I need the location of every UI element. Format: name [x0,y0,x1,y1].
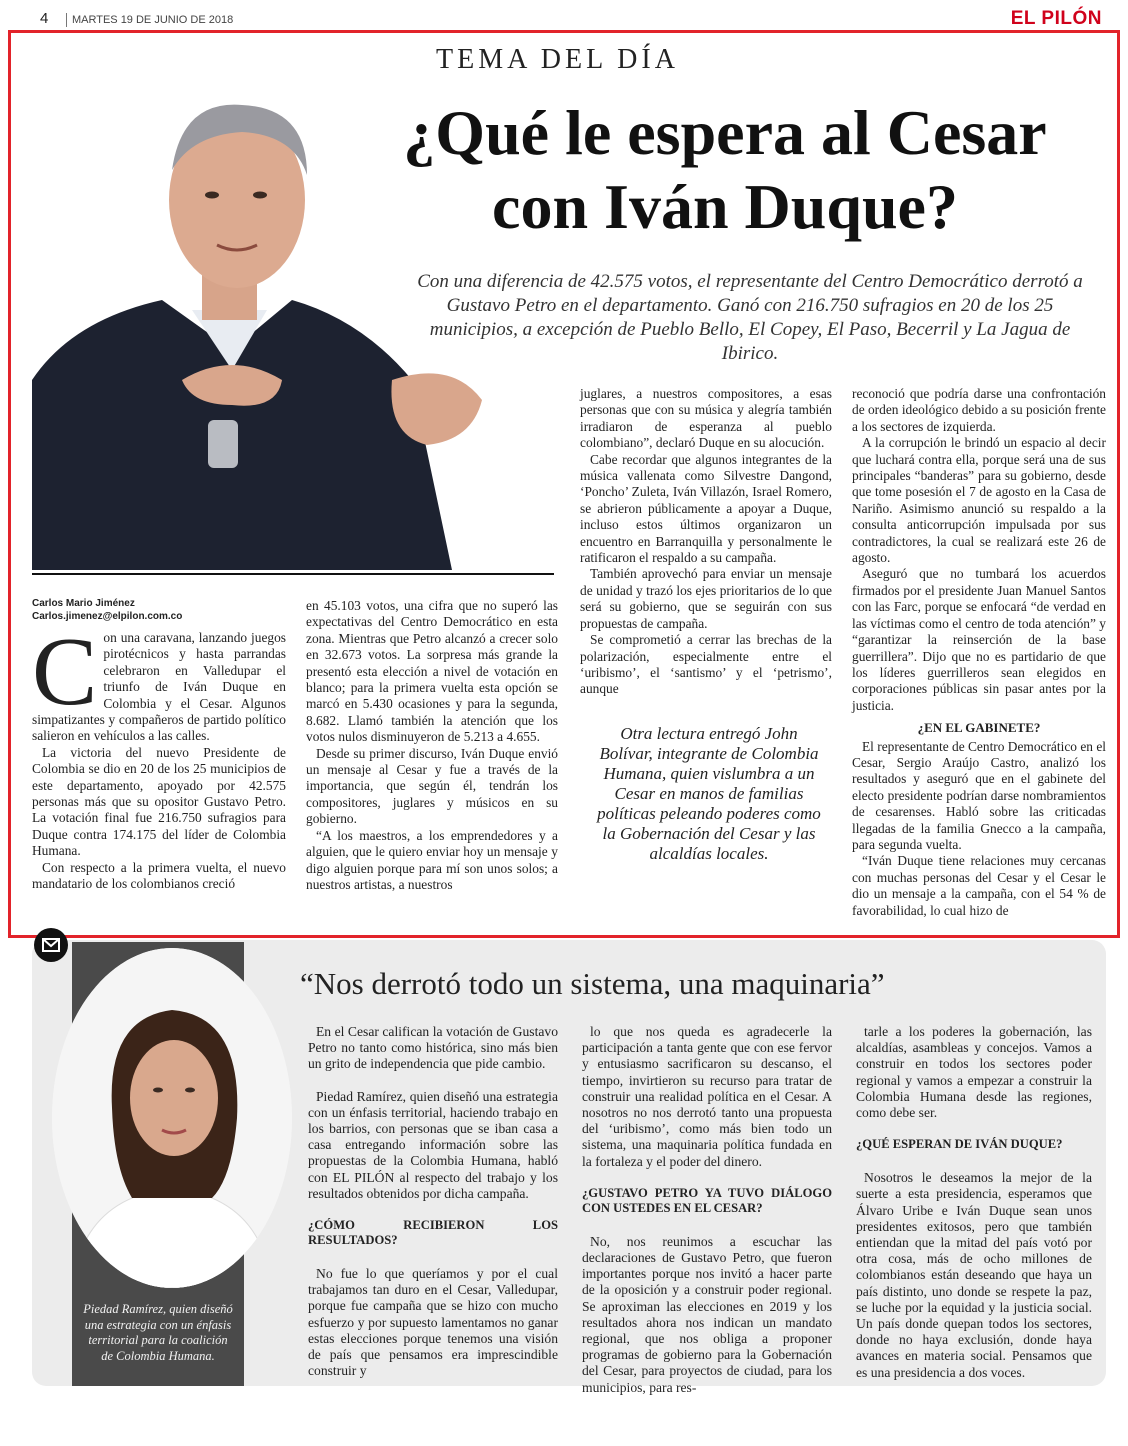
byline-email[interactable]: Carlos.jimenez@elpilon.com.co [32,611,183,622]
mail-icon [34,928,68,962]
paragraph: Piedad Ramírez, quien diseñó una estrategia con un énfasis territorial, haciendo trabajo en los barrios, con personas que se iban casa a casa entregando información sobre las propuestas de la Colombia Humana, habló con EL PILÓN al respecto del trabajo y los resultados obtenidos por dicha campaña. [308,1088,558,1201]
paragraph: en 45.103 votos, una cifra que no superó las expectativas del Centro Democrático en esta zona. Mientras que Petro alcanzó a crecer solo en 32.673 votos. La sorpresa más grande la presentó esta elección a nivel de votación en blanco; para la primera vuelta esta opción se marcó en 5.430 ocasiones y para la segunda, 8.682. Llamó también la atención que los votos nulos disminuyeron de 5.213 a 4.655. [306,598,558,745]
divider [32,573,554,575]
interview-column-3 [856,1024,1092,1381]
paragraph: También aprovechó para enviar un mensaje de unidad y trazó los ejes prioritarios de lo que será su gobierno, que se seguirán con sus propuestas de campaña. [580,566,832,631]
interview-column-1 [308,1024,558,1379]
paragraph: juglares, a nuestros compositores, a esas personas que con su música y alegría también irradiaron de esperanza al pueblo colombiano”, declaró Duque en su alocución. [580,386,832,451]
question-3: ¿QUÉ ESPERAN DE IVÁN DUQUE? [856,1137,1063,1152]
paragraph: lo que nos queda es agradecerle la participación a tanta gente que con ese fervor y entusiasmo sacrificaron su descanso, el tiempo, invirtieron su recurso para tratar de construir una realidad política en el Cesar. A nosotros no nos derrotó tanto una propuesta del ‘uribismo’, como más bien todo un sistema, una maquinaria política fundada en la fortaleza y el poder del dinero. [582,1024,832,1169]
paragraph: Se comprometió a cerrar las brechas de la polarización, especialmente entre el ‘uribismo’, el ‘santismo’ y el ‘petrismo’, aunque [580,632,832,697]
byline-name: Carlos Mario Jiménez [32,598,135,609]
headline-line-2: con Iván Duque? [492,171,958,242]
question-2: ¿GUSTAVO PETRO YA TUVO DIÁLOGO CON USTEDES EN EL CESAR? [582,1185,832,1215]
paragraph: Desde su primer discurso, Iván Duque envió un mensaje al Cesar y fue a través de la importancia, que según él, tendrán los compositores, juglares y músicos en su gobierno. [306,745,558,827]
paragraph: reconoció que podría darse una confrontación de orden ideológico debido a su posición frente a los sectores de izquierda. [852,386,1106,434]
issue-date: MARTES 19 DE JUNIO DE 2018 [66,13,233,27]
paragraph: No, nos reunimos a escuchar las declaraciones de Gustavo Petro, que fueron importantes porque nos invitó a hacer parte de la oposición y a construir poder regional. Se aproximan las elecciones en 2019 y los resultados ahora nos indican un mandato regional, que nos obliga a proponer programas de gobierno para la Gobernación del Cesar, para proyectos de ciudad, para los municipios, para res- [582,1233,832,1395]
page-number: 4 [40,10,49,27]
subhead-gabinete: ¿EN EL GABINETE? [917,720,1041,736]
paragraph: “Iván Duque tiene relaciones muy cercanas con muchas personas del Cesar y el Cesar le dio un mensaje a la campaña, con el 54 % de favorabilidad, lo cual hizo de [852,853,1106,918]
paragraph: Con respecto a la primera vuelta, el nuevo mandatario de los colombianos creció [32,859,286,892]
dropcap: C [32,618,98,726]
paragraph: tarle a los poderes la gobernación, las alcaldías, asambleas y concejos. Vamos a construir en todos los sectores poder regional y vamos a empezar a construir la Colombia Humana desde las regiones, como debe ser. [856,1024,1092,1121]
paragraph: Cabe recordar que algunos integrantes de la música vallenata como Silvestre Dangond, ‘Poncho’ Zuleta, Iván Villazón, Israel Romero, se abrieron públicamente a apoyar a Duque, incluso estos últimos organizaron un encuentro en Barranquilla y personalmente le ratificaron el respaldo a su campaña. [580,451,832,566]
interview-headline: “Nos derrotó todo un sistema, una maquinaria” [300,966,885,1001]
paragraph: No fue lo que queríamos y por el cual trabajamos tan duro en el Cesar, Valledupar, porque fue campaña que se hizo con mucho esfuerzo y por supuesto lamentamos no ganar estas elecciones porque tenemos una visión de país que pensamos era imprescindible construir y [308,1266,558,1379]
piedad-ramirez-photo [52,948,292,1288]
paragraph: “A los maestros, a los emprendedores y a alguien, que le quiero enviar hoy un mensaje y digo alguien porque para mí son unos solos; a nuestros artistas, a nuestros [306,827,558,892]
brand-logo: EL PILÓN [1010,8,1102,29]
paragraph: A la corrupción le brindó un espacio al decir que luchará contra ella, porque será una de sus principales “banderas” para su gobierno, desde que tome posesión el 7 de agosto en la Casa de Nariño. Asimismo anunció su respaldo a la consulta anticorrupción impulsada por sus contradictores, la cual se realizará este 26 de agosto. [852,435,1106,566]
pull-quote: Otra lectura entregó John Bolívar, integrante de Colombia Humana, quien vislumbra a un Cesar en manos de familias políticas peleando poderes como la Gobernación del Cesar y las alcaldías locales. [597,724,821,863]
paragraph: La victoria del nuevo Presidente de Colombia se dio en 20 de los 25 municipios de este departamento, apoyado por 42.575 personas más que su opositor Gustavo Petro. La votación final fue 216.750 sufragios para Duque contra 174.175 del líder de Colombia Humana. [32,744,286,859]
article-column-1 [32,618,286,893]
photo-caption: Piedad Ramírez, quien diseñó una estrategia con un énfasis territorial para la coalición de Colombia Humana. [83,1302,233,1363]
paragraph: En el Cesar califican la votación de Gustavo Petro no tanto como histórica, sino más bien un grito de independencia que pide cambio. [308,1024,558,1072]
article-column-2 [306,598,558,893]
article-column-3 [580,386,832,698]
paragraph: Aseguró que no tumbará los acuerdos firmados por el presidente Juan Manuel Santos con las Farc, porque se enfocará “de verdad en las víctimas como el centro de toda atención” y “garantizar la reinserción de la base guerrillera”. Dijo que no es partidario de que los líderes guerrilleros sean elegidos en corporaciones públicas sin pasar antes por la justicia. [852,566,1106,713]
paragraph: on una caravana, lanzando juegos pirotécnicos y hasta parrandas celebraron en Valledupar el triunfo de Iván Duque en Colombia y el Cesar. Algunos simpatizantes y compañeros de partido político salieron en vehículos a las calles. [32,630,286,744]
paragraph: Nosotros le deseamos la mejor de la suerte a esta presidencia, esperamos que Álvaro Uribe e Iván Duque sean unos presidentes exitosos, pero que también entiendan que la mitad del país votó por otra cosa, más de ocho millones de colombianos están deseando que haya un país distinto, uno donde se respete la paz, se luche por la equidad y la justicia social. Un país donde quepan todos los sectores, donde no haya exclusión, donde haya avances en materia social. Pensamos que es una presidencia a dos voces. [856,1170,1092,1380]
question-1: ¿CÓMO RECIBIERON LOS RESULTADOS? [308,1218,558,1248]
interview-column-2 [582,1024,832,1396]
headline-line-1: ¿Qué le espera al Cesar [403,97,1047,168]
paragraph: El representante de Centro Democrático en el Cesar, Sergio Araújo Castro, analizó los resultados y aseguró que en el gabinete del electo presidente podrían darse nombramientos de cesarenses. Habló sobre las criticadas llegadas de la familia Gnecco a la campaña, para segunda vuelta. [852,738,1106,852]
deck: Con una diferencia de 42.575 votos, el representante del Centro Democrático derrotó a Gustavo Petro en el departamento. Ganó con 216.750 sufragios en 20 de los 25 municipios, a excepción de Pueblo Bello, El Copey, El Paso, Becerril y La Jagua de Ibirico. [417,271,1083,364]
article-column-4 [852,386,1106,919]
headline [330,96,1120,244]
page-header [30,8,1110,32]
section-kicker: TEMA DEL DÍA [436,44,679,75]
